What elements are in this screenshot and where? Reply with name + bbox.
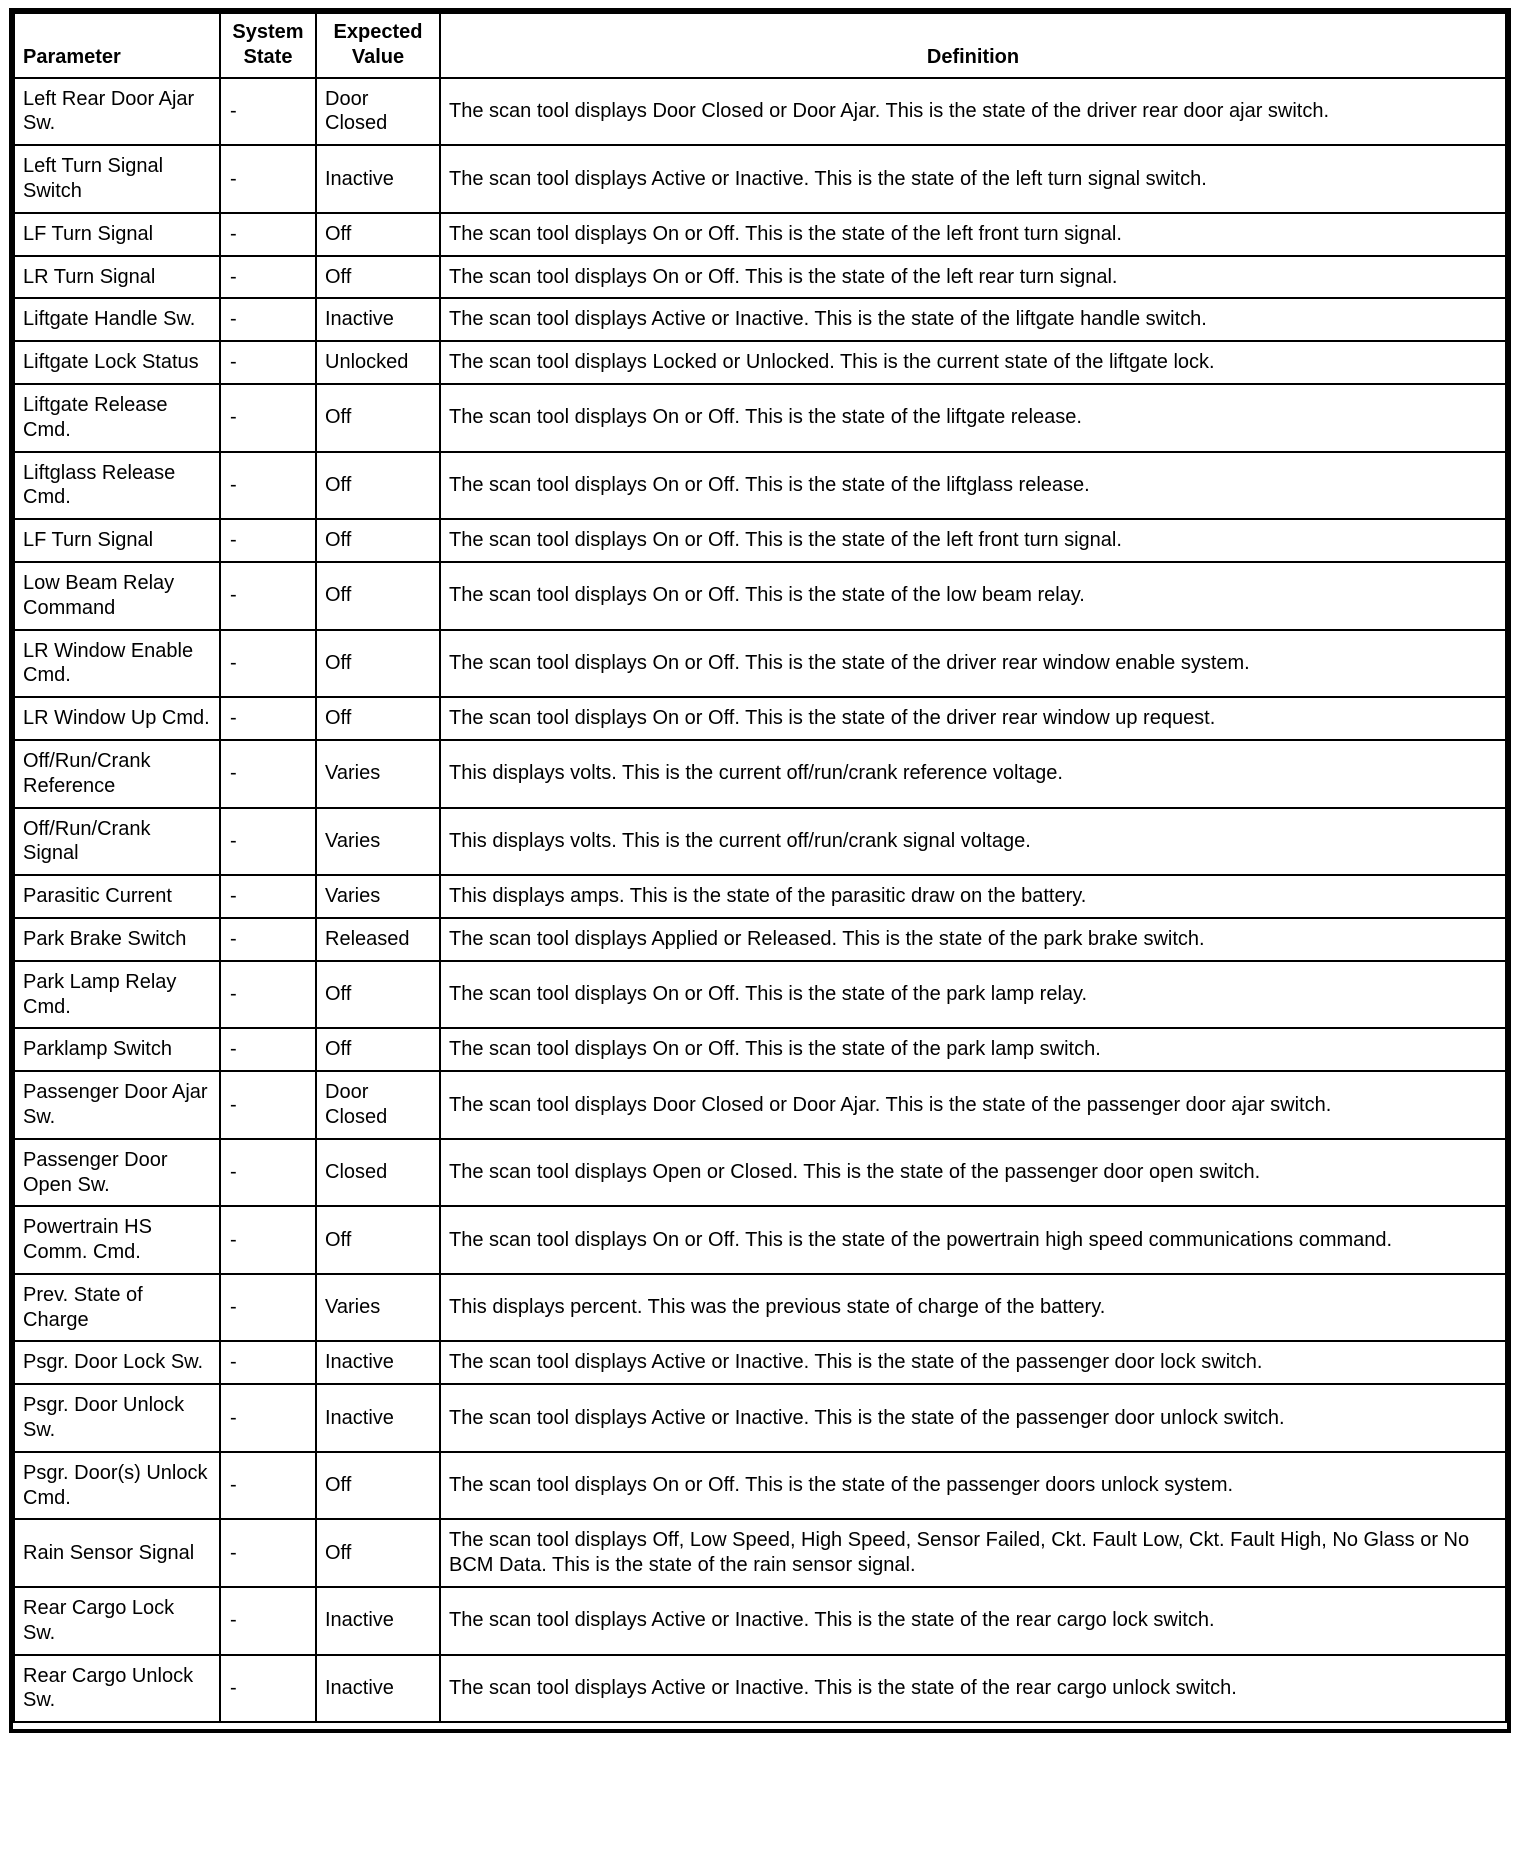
cell-definition: The scan tool displays On or Off. This is the state of the powertrain high speed communications command. bbox=[440, 1206, 1506, 1274]
table-row bbox=[14, 213, 1506, 256]
table-row bbox=[14, 145, 1506, 213]
cell-expected-value: Varies bbox=[316, 808, 440, 876]
cell-expected-value: Inactive bbox=[316, 1655, 440, 1723]
cell-system-state: - bbox=[220, 961, 316, 1029]
cell-parameter: Passenger Door Ajar Sw. bbox=[14, 1071, 220, 1139]
cell-expected-value: Off bbox=[316, 1519, 440, 1587]
cell-system-state: - bbox=[220, 562, 316, 630]
cell-definition: The scan tool displays On or Off. This is the state of the left rear turn signal. bbox=[440, 256, 1506, 299]
cell-system-state: - bbox=[220, 697, 316, 740]
table-row bbox=[14, 1452, 1506, 1520]
cell-definition: The scan tool displays Active or Inactive. This is the state of the liftgate handle switch. bbox=[440, 298, 1506, 341]
cell-expected-value: Varies bbox=[316, 740, 440, 808]
table-row bbox=[14, 918, 1506, 961]
table-row bbox=[14, 1587, 1506, 1655]
cell-parameter: Left Turn Signal Switch bbox=[14, 145, 220, 213]
cell-parameter: Rain Sensor Signal bbox=[14, 1519, 220, 1587]
cell-parameter: Liftgate Lock Status bbox=[14, 341, 220, 384]
parameter-table-frame bbox=[9, 8, 1511, 1733]
cell-parameter: Prev. State of Charge bbox=[14, 1274, 220, 1342]
cell-definition: The scan tool displays On or Off. This is the state of the liftglass release. bbox=[440, 452, 1506, 520]
cell-definition: The scan tool displays Applied or Released. This is the state of the park brake switch. bbox=[440, 918, 1506, 961]
table-row bbox=[14, 562, 1506, 630]
cell-definition: The scan tool displays Locked or Unlocked. This is the current state of the liftgate lock. bbox=[440, 341, 1506, 384]
table-row bbox=[14, 961, 1506, 1029]
cell-expected-value: Door Closed bbox=[316, 78, 440, 146]
cell-parameter: Park Lamp Relay Cmd. bbox=[14, 961, 220, 1029]
table-row bbox=[14, 384, 1506, 452]
table-row bbox=[14, 1139, 1506, 1207]
cell-parameter: Parasitic Current bbox=[14, 875, 220, 918]
header-parameter: Parameter bbox=[14, 13, 220, 78]
cell-parameter: Passenger Door Open Sw. bbox=[14, 1139, 220, 1207]
cell-expected-value: Released bbox=[316, 918, 440, 961]
cell-parameter: Liftgate Release Cmd. bbox=[14, 384, 220, 452]
cell-system-state: - bbox=[220, 341, 316, 384]
cell-system-state: - bbox=[220, 1028, 316, 1071]
header-row bbox=[14, 13, 1506, 78]
cell-definition: This displays volts. This is the current off/run/crank reference voltage. bbox=[440, 740, 1506, 808]
cell-definition: The scan tool displays Active or Inactive. This is the state of the passenger door lock switch. bbox=[440, 1341, 1506, 1384]
cell-parameter: Psgr. Door Lock Sw. bbox=[14, 1341, 220, 1384]
table-row bbox=[14, 1341, 1506, 1384]
cell-system-state: - bbox=[220, 298, 316, 341]
cell-parameter: LR Window Enable Cmd. bbox=[14, 630, 220, 698]
parameter-table bbox=[13, 12, 1507, 1723]
cell-system-state: - bbox=[220, 1384, 316, 1452]
cell-expected-value: Off bbox=[316, 256, 440, 299]
cell-expected-value: Off bbox=[316, 1206, 440, 1274]
cell-expected-value: Off bbox=[316, 213, 440, 256]
table-row bbox=[14, 78, 1506, 146]
table-row bbox=[14, 341, 1506, 384]
cell-definition: The scan tool displays On or Off. This is the state of the left front turn signal. bbox=[440, 519, 1506, 562]
cell-definition: The scan tool displays On or Off. This is the state of the driver rear window up request. bbox=[440, 697, 1506, 740]
table-row bbox=[14, 1071, 1506, 1139]
table-row bbox=[14, 519, 1506, 562]
cell-system-state: - bbox=[220, 1341, 316, 1384]
table-row bbox=[14, 298, 1506, 341]
cell-system-state: - bbox=[220, 740, 316, 808]
cell-definition: The scan tool displays On or Off. This is the state of the park lamp relay. bbox=[440, 961, 1506, 1029]
cell-expected-value: Inactive bbox=[316, 1341, 440, 1384]
table-row bbox=[14, 452, 1506, 520]
cell-definition: This displays volts. This is the current off/run/crank signal voltage. bbox=[440, 808, 1506, 876]
header-system-state: System State bbox=[220, 13, 316, 78]
cell-system-state: - bbox=[220, 1587, 316, 1655]
table-row bbox=[14, 875, 1506, 918]
cell-parameter: Left Rear Door Ajar Sw. bbox=[14, 78, 220, 146]
cell-expected-value: Inactive bbox=[316, 298, 440, 341]
cell-definition: The scan tool displays Active or Inactive. This is the state of the rear cargo unlock switch. bbox=[440, 1655, 1506, 1723]
cell-parameter: Powertrain HS Comm. Cmd. bbox=[14, 1206, 220, 1274]
cell-expected-value: Off bbox=[316, 1028, 440, 1071]
cell-definition: The scan tool displays Door Closed or Door Ajar. This is the state of the driver rear door ajar switch. bbox=[440, 78, 1506, 146]
cell-parameter: Psgr. Door(s) Unlock Cmd. bbox=[14, 1452, 220, 1520]
cell-definition: The scan tool displays Open or Closed. This is the state of the passenger door open switch. bbox=[440, 1139, 1506, 1207]
table-row bbox=[14, 1206, 1506, 1274]
cell-definition: The scan tool displays On or Off. This is the state of the low beam relay. bbox=[440, 562, 1506, 630]
cell-definition: The scan tool displays Active or Inactive. This is the state of the passenger door unlock switch. bbox=[440, 1384, 1506, 1452]
cell-system-state: - bbox=[220, 384, 316, 452]
cell-definition: The scan tool displays Active or Inactive. This is the state of the rear cargo lock switch. bbox=[440, 1587, 1506, 1655]
cell-parameter: Liftglass Release Cmd. bbox=[14, 452, 220, 520]
cell-expected-value: Varies bbox=[316, 875, 440, 918]
cell-system-state: - bbox=[220, 452, 316, 520]
cell-definition: This displays percent. This was the previous state of charge of the battery. bbox=[440, 1274, 1506, 1342]
table-row bbox=[14, 697, 1506, 740]
cell-definition: The scan tool displays On or Off. This is the state of the left front turn signal. bbox=[440, 213, 1506, 256]
cell-parameter: Liftgate Handle Sw. bbox=[14, 298, 220, 341]
cell-parameter: Parklamp Switch bbox=[14, 1028, 220, 1071]
cell-parameter: LR Window Up Cmd. bbox=[14, 697, 220, 740]
cell-definition: The scan tool displays On or Off. This is the state of the passenger doors unlock system. bbox=[440, 1452, 1506, 1520]
cell-parameter: LR Turn Signal bbox=[14, 256, 220, 299]
cell-expected-value: Inactive bbox=[316, 1587, 440, 1655]
cell-system-state: - bbox=[220, 1206, 316, 1274]
cell-parameter: Low Beam Relay Command bbox=[14, 562, 220, 630]
table-row bbox=[14, 1274, 1506, 1342]
header-expected-value: Expected Value bbox=[316, 13, 440, 78]
cell-parameter: LF Turn Signal bbox=[14, 519, 220, 562]
table-row bbox=[14, 256, 1506, 299]
cell-system-state: - bbox=[220, 519, 316, 562]
table-row bbox=[14, 630, 1506, 698]
table-head bbox=[14, 13, 1506, 78]
cell-system-state: - bbox=[220, 1139, 316, 1207]
cell-expected-value: Off bbox=[316, 519, 440, 562]
cell-expected-value: Off bbox=[316, 562, 440, 630]
cell-system-state: - bbox=[220, 1519, 316, 1587]
cell-system-state: - bbox=[220, 630, 316, 698]
cell-parameter: Psgr. Door Unlock Sw. bbox=[14, 1384, 220, 1452]
table-row bbox=[14, 1028, 1506, 1071]
cell-parameter: Rear Cargo Unlock Sw. bbox=[14, 1655, 220, 1723]
cell-system-state: - bbox=[220, 808, 316, 876]
table-row bbox=[14, 1519, 1506, 1587]
cell-definition: The scan tool displays On or Off. This is the state of the liftgate release. bbox=[440, 384, 1506, 452]
cell-expected-value: Unlocked bbox=[316, 341, 440, 384]
cell-system-state: - bbox=[220, 145, 316, 213]
cell-expected-value: Off bbox=[316, 1452, 440, 1520]
cell-definition: The scan tool displays Door Closed or Door Ajar. This is the state of the passenger door ajar switch. bbox=[440, 1071, 1506, 1139]
cell-system-state: - bbox=[220, 875, 316, 918]
cell-system-state: - bbox=[220, 1655, 316, 1723]
cell-expected-value: Inactive bbox=[316, 145, 440, 213]
cell-system-state: - bbox=[220, 1274, 316, 1342]
cell-expected-value: Closed bbox=[316, 1139, 440, 1207]
cell-expected-value: Door Closed bbox=[316, 1071, 440, 1139]
cell-parameter: Off/Run/Crank Reference bbox=[14, 740, 220, 808]
table-row bbox=[14, 740, 1506, 808]
table-row bbox=[14, 808, 1506, 876]
table-row bbox=[14, 1655, 1506, 1723]
header-definition: Definition bbox=[440, 13, 1506, 78]
cell-definition: The scan tool displays On or Off. This is the state of the park lamp switch. bbox=[440, 1028, 1506, 1071]
cell-parameter: Off/Run/Crank Signal bbox=[14, 808, 220, 876]
cell-system-state: - bbox=[220, 1071, 316, 1139]
cell-parameter: Park Brake Switch bbox=[14, 918, 220, 961]
cell-definition: The scan tool displays On or Off. This is the state of the driver rear window enable system. bbox=[440, 630, 1506, 698]
cell-system-state: - bbox=[220, 78, 316, 146]
table-body bbox=[14, 78, 1506, 1723]
cell-system-state: - bbox=[220, 1452, 316, 1520]
cell-expected-value: Off bbox=[316, 630, 440, 698]
cell-expected-value: Off bbox=[316, 697, 440, 740]
cell-parameter: Rear Cargo Lock Sw. bbox=[14, 1587, 220, 1655]
cell-system-state: - bbox=[220, 918, 316, 961]
cell-definition: This displays amps. This is the state of the parasitic draw on the battery. bbox=[440, 875, 1506, 918]
cell-definition: The scan tool displays Off, Low Speed, High Speed, Sensor Failed, Ckt. Fault Low, Ckt. Fault High, No Glass or No BCM Data. This is the state of the rain sensor signal. bbox=[440, 1519, 1506, 1587]
cell-expected-value: Off bbox=[316, 384, 440, 452]
cell-expected-value: Inactive bbox=[316, 1384, 440, 1452]
cell-parameter: LF Turn Signal bbox=[14, 213, 220, 256]
cell-expected-value: Off bbox=[316, 452, 440, 520]
cell-system-state: - bbox=[220, 213, 316, 256]
cell-expected-value: Off bbox=[316, 961, 440, 1029]
cell-definition: The scan tool displays Active or Inactive. This is the state of the left turn signal switch. bbox=[440, 145, 1506, 213]
table-row bbox=[14, 1384, 1506, 1452]
cell-expected-value: Varies bbox=[316, 1274, 440, 1342]
cell-system-state: - bbox=[220, 256, 316, 299]
